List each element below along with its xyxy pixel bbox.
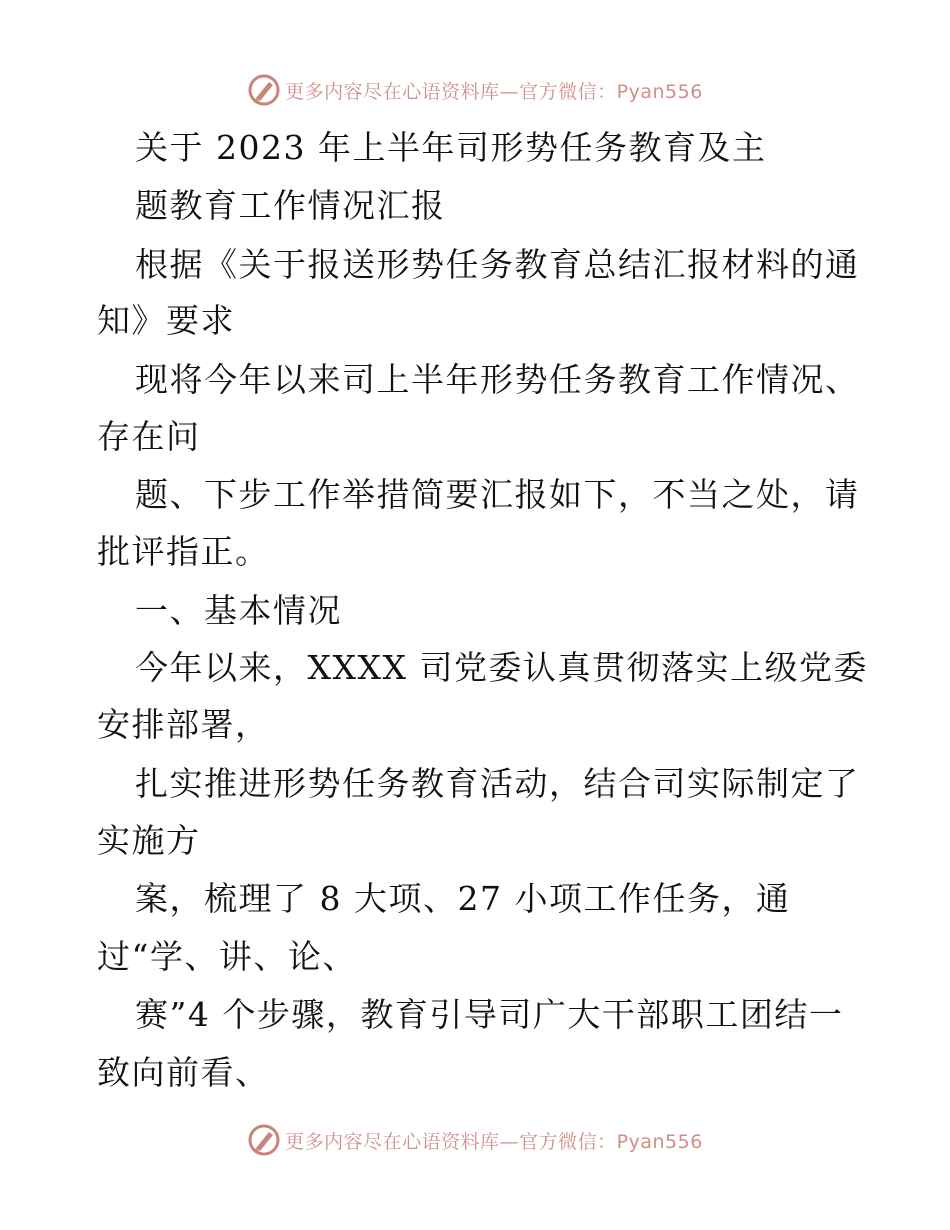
paragraph-line: 安排部署， [97, 705, 270, 744]
paragraph-line: 知》要求 [97, 301, 235, 340]
paragraph-line: 过“学、讲、论、 [97, 937, 357, 976]
watermark-text: 更多内容尽在心语资料库—官方微信：Pyan556 [285, 80, 703, 103]
paragraph-line: 题、下步工作举措简要汇报如下，不当之处，请 [135, 475, 860, 514]
section-heading: 一、基本情况 [135, 591, 342, 630]
paragraph-line: 实施方 [97, 821, 201, 860]
footer-watermark [0, 1120, 950, 1160]
paragraph-line: 案，梳理了 8 大项、27 小项工作任务，通 [135, 879, 791, 918]
paragraph-line: 赛”4 个步骤，教育引导司广大干部职工团结一 [135, 995, 844, 1034]
watermark-text: 更多内容尽在心语资料库—官方微信：Pyan556 [285, 1130, 703, 1153]
paragraph-line: 今年以来，XXXX 司党委认真贯彻落实上级党委 [135, 648, 868, 687]
paragraph-line: 批评指正。 [97, 532, 270, 571]
paragraph-line: 存在问 [97, 417, 201, 456]
paragraph-line: 扎实推进形势任务教育活动，结合司实际制定了 [135, 764, 860, 803]
title-line-2: 题教育工作情况汇报 [135, 186, 446, 225]
paragraph-line: 根据《关于报送形势任务教育总结汇报材料的通 [135, 245, 860, 284]
paragraph-line: 致向前看、 [97, 1053, 270, 1092]
pen-logo-icon [247, 1123, 281, 1157]
title-line-1: 关于 2023 年上半年司形势任务教育及主 [135, 128, 767, 167]
paragraph-line: 现将今年以来司上半年形势任务教育工作情况、 [135, 360, 860, 399]
